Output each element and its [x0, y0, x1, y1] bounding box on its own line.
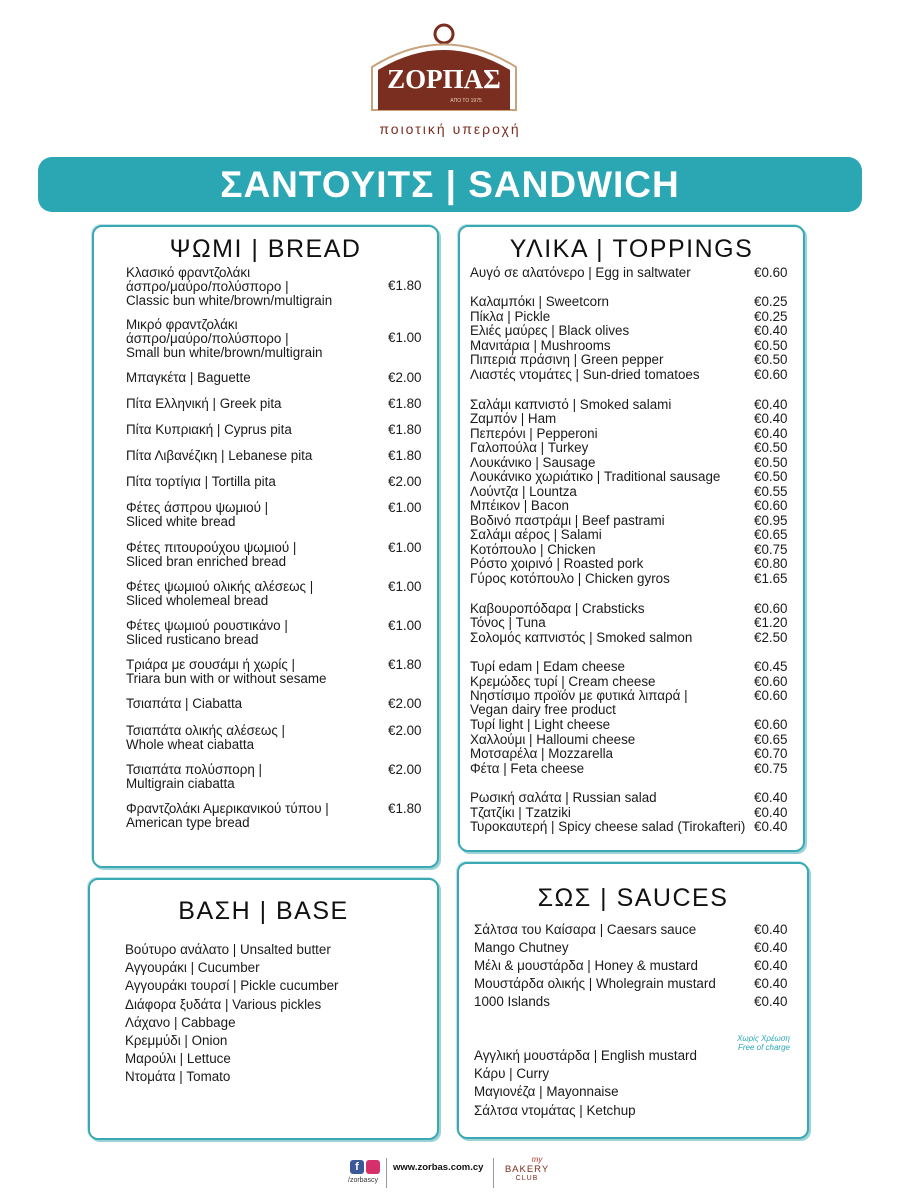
toppings-item-price: €0.40: [754, 819, 788, 834]
bread-item-price: €2.00: [388, 696, 422, 711]
free-sauce-item: Αγγλική μουστάρδα | English mustard: [474, 1048, 697, 1063]
toppings-item-name: Ζαμπόν | Ham: [470, 411, 557, 426]
toppings-item-price: €0.60: [754, 674, 788, 689]
page-title: ΣΑΝΤΟΥΙΤΣ | SANDWICH: [38, 157, 862, 212]
toppings-item-price: €0.50: [754, 469, 788, 484]
toppings-item-name: Γύρος κοτόπουλο | Chicken gyros: [470, 571, 670, 586]
toppings-item-price: €0.65: [754, 527, 788, 542]
base-item: Ντομάτα | Tomato: [125, 1069, 231, 1085]
toppings-item-name: Αυγό σε αλατόνερο | Egg in saltwater: [470, 265, 691, 280]
toppings-item-name: Τζατζίκι | Tzatziki: [470, 805, 571, 820]
toppings-item-price: €0.60: [754, 717, 788, 732]
bread-item-price: €1.80: [388, 448, 422, 463]
base-item: Κρεμμύδι | Onion: [125, 1033, 228, 1048]
toppings-item-price: €0.50: [754, 338, 788, 353]
sauce-item-price: €0.40: [754, 976, 788, 991]
toppings-item-name: Λουκάνικο | Sausage: [470, 455, 596, 470]
sauce-item-price: €0.40: [754, 922, 788, 937]
toppings-item-price: €1.65: [754, 571, 788, 586]
toppings-item-price: €0.60: [754, 367, 788, 382]
toppings-item-name: Ελιές μαύρες | Black olives: [470, 323, 630, 338]
brand-tagline: ποιοτική υπεροχή: [379, 121, 521, 137]
toppings-item-name: Τυρί light | Light cheese: [470, 717, 611, 732]
bread-item-price: €1.80: [388, 278, 422, 293]
sauce-item-price: €0.40: [754, 958, 788, 973]
toppings-item-name: Τυροκαυτερή | Spicy cheese salad (Tirokafteri): [470, 819, 746, 834]
social-handle: /zorbascy: [348, 1177, 378, 1184]
bread-item-price: €1.80: [388, 657, 422, 672]
base-item: Μαρούλι | Lettuce: [125, 1051, 231, 1067]
bread-item-name: Τσιαπάτα ολικής αλέσεως | Whole wheat ciabatta: [126, 723, 285, 752]
website-link[interactable]: www.zorbas.com.cy: [393, 1162, 484, 1173]
free-of-charge-note: Χωρίς Χρέωση Free of charge: [737, 1034, 790, 1052]
bread-item-name: Τσιαπάτα πολύσπορη | Multigrain ciabatta: [126, 762, 263, 791]
toppings-item-name: Καλαμπόκι | Sweetcorn: [470, 294, 609, 309]
toppings-item-name: Πιπεριά πράσινη | Green pepper: [470, 352, 664, 367]
toppings-item-name: Φέτα | Feta cheese: [470, 761, 585, 776]
toppings-item-name: Μοτσαρέλα | Mozzarella: [470, 746, 614, 761]
toppings-item-price: €0.95: [754, 513, 788, 528]
toppings-item-price: €0.50: [754, 352, 788, 367]
bread-item-price: €2.00: [388, 474, 422, 489]
bread-item-name: Πίτα τορτίγια | Tortilla pita: [126, 474, 276, 489]
bread-item-price: €1.00: [388, 330, 422, 345]
bread-item-name: Τριάρα με σουσάμι ή χωρίς | Triara bun with or without sesame: [126, 657, 327, 686]
base-title: ΒΑΣΗ | BASE: [178, 897, 349, 925]
sauce-item-price: €0.40: [754, 940, 788, 955]
toppings-item-price: €0.70: [754, 746, 788, 761]
base-item: Λάχανο | Cabbage: [125, 1014, 236, 1030]
bread-item-name: Φέτες ψωμιού ολικής αλέσεως | Sliced wholemeal bread: [126, 579, 314, 608]
bread-item-price: €1.80: [388, 801, 422, 816]
sauce-item-name: Μουστάρδα ολικής | Wholegrain mustard: [474, 976, 716, 991]
toppings-item-price: €0.50: [754, 440, 788, 455]
toppings-item-price: €0.40: [754, 411, 788, 426]
bakery-club-logo: my BAKERY CLUB: [504, 1155, 550, 1182]
toppings-item-name: Νηστίσιμο προϊόν με φυτικά λιπαρά | Vegan dairy free product: [470, 688, 688, 717]
bread-item-price: €1.00: [388, 540, 422, 555]
base-item: Αγγουράκι τουρσί | Pickle cucumber: [125, 978, 339, 994]
toppings-item-name: Σαλάμι αέρος | Salami: [470, 527, 602, 542]
toppings-item-name: Χαλλούμι | Halloumi cheese: [470, 732, 636, 747]
bread-item-name: Τσιαπάτα | Ciabatta: [126, 696, 243, 711]
toppings-item-price: €0.75: [754, 761, 788, 776]
svg-text:ΖΟΡΠΑΣ: ΖΟΡΠΑΣ: [387, 64, 501, 94]
base-item: Διάφορα ξυδάτα | Various pickles: [125, 996, 322, 1012]
toppings-item-price: €0.40: [754, 323, 788, 338]
bread-item-name: Πίτα Ελληνική | Greek pita: [126, 396, 282, 411]
toppings-item-price: €2.50: [754, 630, 788, 645]
toppings-item-price: €0.40: [754, 397, 788, 412]
bread-item-price: €2.00: [388, 723, 422, 738]
bread-title: ΨΩΜΙ | BREAD: [169, 235, 362, 263]
sauce-item-name: 1000 Islands: [474, 994, 550, 1009]
toppings-item-price: €0.45: [754, 659, 788, 674]
bread-item-name: Μικρό φραντζολάκι άσπρο/μαύρο/πολύσπορο | Small bun white/brown/multigrain: [126, 317, 323, 360]
base-item: Βούτυρο ανάλατο | Unsalted butter: [125, 942, 331, 957]
base-item: Αγγουράκι | Cucumber: [125, 960, 260, 976]
toppings-item-name: Κρεμώδες τυρί | Cream cheese: [470, 674, 656, 689]
toppings-item-price: €0.40: [754, 426, 788, 441]
toppings-title: ΥΛΙΚΑ | TOPPINGS: [509, 235, 754, 263]
toppings-item-price: €0.60: [754, 601, 788, 616]
facebook-icon[interactable]: f: [350, 1160, 364, 1174]
footer-divider: [493, 1158, 494, 1188]
toppings-item-name: Καβουροπόδαρα | Crabsticks: [470, 601, 645, 616]
toppings-item-price: €0.40: [754, 790, 788, 805]
sauces-title: ΣΩΣ | SAUCES: [537, 884, 729, 912]
instagram-icon[interactable]: [366, 1160, 380, 1174]
toppings-item-name: Μπέικον | Bacon: [470, 498, 569, 513]
toppings-item-name: Κοτόπουλο | Chicken: [470, 542, 596, 557]
toppings-item-price: €0.80: [754, 556, 788, 571]
bread-item-price: €1.00: [388, 500, 422, 515]
toppings-item-price: €0.25: [754, 294, 788, 309]
sauce-item-name: Mango Chutney: [474, 940, 569, 955]
toppings-item-name: Γαλοπούλα | Turkey: [470, 440, 589, 455]
toppings-item-name: Σαλάμι καπνιστό | Smoked salami: [470, 397, 672, 412]
bread-item-name: Φέτες πιτουρούχου ψωμιού | Sliced bran enriched bread: [126, 540, 297, 569]
toppings-item-name: Ρόστο χοιρινό | Roasted pork: [470, 556, 644, 571]
bread-item-name: Κλασικό φραντζολάκι άσπρο/μαύρο/πολύσπορο | Classic bun white/brown/multigrain: [126, 265, 333, 308]
bread-item-price: €1.00: [388, 618, 422, 633]
sauce-item-price: €0.40: [754, 994, 788, 1009]
bread-item-price: €1.00: [388, 579, 422, 594]
toppings-item-name: Τυρί edam | Edam cheese: [470, 659, 625, 674]
toppings-item-price: €0.55: [754, 484, 788, 499]
toppings-item-price: €0.65: [754, 732, 788, 747]
bread-item-price: €2.00: [388, 370, 422, 385]
free-sauce-item: Σάλτσα ντομάτας | Ketchup: [474, 1102, 636, 1118]
footer-divider: [386, 1158, 387, 1188]
toppings-item-name: Πεπερόνι | Pepperoni: [470, 426, 598, 441]
toppings-item-price: €1.20: [754, 615, 788, 630]
toppings-item-name: Πίκλα | Pickle: [470, 309, 551, 324]
toppings-item-name: Λουκάνικο χωριάτικο | Traditional sausage: [470, 469, 721, 484]
toppings-item-price: €0.60: [754, 688, 788, 703]
toppings-item-price: €0.60: [754, 498, 788, 513]
bread-item-name: Φέτες ψωμιού ρουστικάνο | Sliced rusticano bread: [126, 618, 288, 647]
toppings-item-name: Ρωσική σαλάτα | Russian salad: [470, 790, 657, 805]
sauce-item-name: Σάλτσα του Καίσαρα | Caesars sauce: [474, 922, 697, 937]
sauce-item-name: Μέλι & μουστάρδα | Honey & mustard: [474, 958, 698, 973]
toppings-item-name: Μανιτάρια | Mushrooms: [470, 338, 611, 353]
toppings-item-name: Σολομός καπνιστός | Smoked salmon: [470, 630, 693, 645]
bread-item-name: Φραντζολάκι Αμερικανικού τύπου | American type bread: [126, 801, 329, 830]
toppings-item-name: Βοδινό παστράμι | Beef pastrami: [470, 513, 665, 528]
toppings-item-price: €0.60: [754, 265, 788, 280]
zorbas-logo: [362, 22, 526, 112]
toppings-item-price: €0.25: [754, 309, 788, 324]
bread-item-price: €1.80: [388, 422, 422, 437]
free-sauce-item: Κάρυ | Curry: [474, 1066, 550, 1082]
bread-item-name: Μπαγκέτα | Baguette: [126, 370, 251, 385]
toppings-item-price: €0.50: [754, 455, 788, 470]
toppings-item-price: €0.40: [754, 805, 788, 820]
bread-item-price: €1.80: [388, 396, 422, 411]
bread-item-name: Πίτα Λιβανέζικη | Lebanese pita: [126, 448, 313, 463]
toppings-item-name: Τόνος | Tuna: [470, 615, 546, 630]
toppings-item-name: Λούντζα | Lountza: [470, 484, 577, 499]
bread-item-name: Πίτα Κυπριακή | Cyprus pita: [126, 422, 292, 437]
toppings-item-name: Λιαστές ντομάτες | Sun-dried tomatoes: [470, 367, 700, 382]
toppings-item-price: €0.75: [754, 542, 788, 557]
svg-text:ΑΠΟ ΤΟ 1975: ΑΠΟ ΤΟ 1975: [450, 98, 482, 104]
free-sauce-item: Μαγιονέζα | Mayonnaise: [474, 1084, 619, 1100]
bread-item-price: €2.00: [388, 762, 422, 777]
bread-item-name: Φέτες άσπρου ψωμιού | Sliced white bread: [126, 500, 269, 529]
